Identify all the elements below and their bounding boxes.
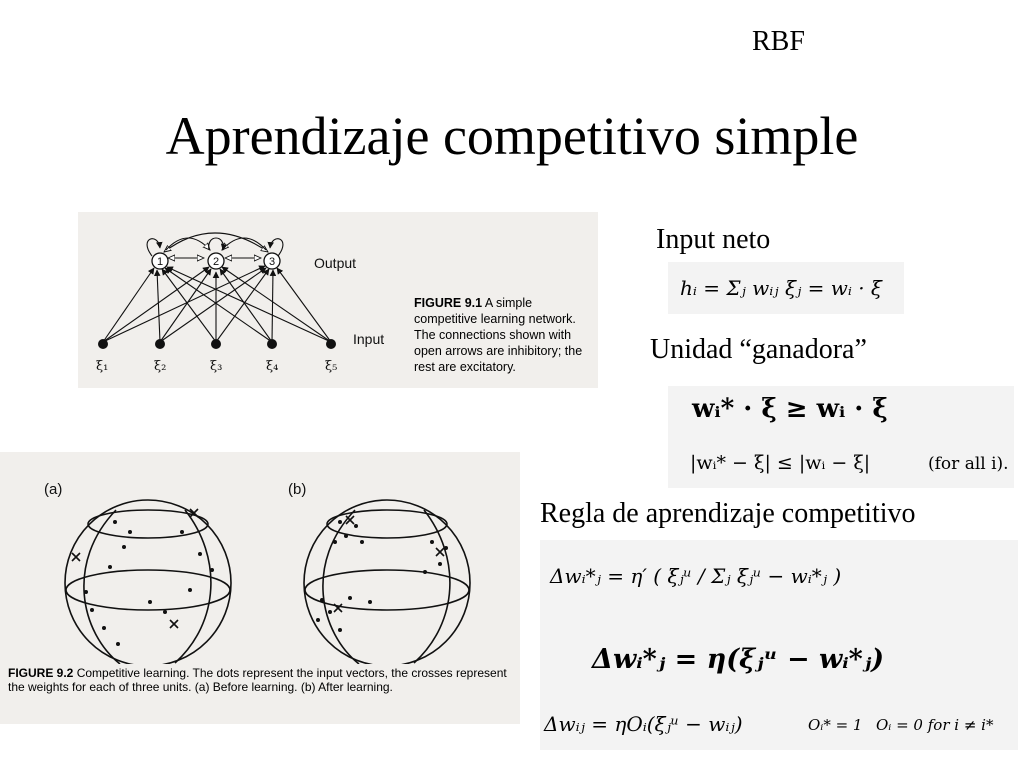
figure-9-2-caption [8,666,520,694]
input-symbol: ξ₁ [96,359,109,374]
caption-text: A simple competitive learning network. The connections shown with open arrows are inhibitory; the rest are excitatory. [414,296,583,374]
input-symbol: ξ₃ [210,359,223,374]
slide-title: Aprendizaje competitivo simple [165,106,859,166]
network-diagram [78,212,418,388]
caption-label: FIGURE 9.1 [414,296,483,310]
input-symbol: ξ₂ [154,359,167,374]
panel-a-label: (a) [44,481,63,498]
label-unidad-ganadora: Unidad “ganadora” [650,334,867,365]
sphere-b [304,500,470,664]
rule-equations-box [540,540,1018,750]
winner-equations-box [668,386,1014,488]
equation-winner-dot: wᵢ* · ξ ≥ wᵢ · ξ [692,394,888,424]
label-regla-competitiva: Regla de aprendizaje competitivo [540,498,916,529]
equation-rule-normalized: Δwᵢ*ⱼ = η′ ( ξⱼᵘ / Σⱼ ξⱼᵘ − wᵢ*ⱼ ) [550,564,842,588]
equation-rule-main: Δwᵢ*ⱼ = η(ξⱼᵘ − wᵢ*ⱼ) [592,644,885,675]
label-input-neto: Input neto [656,224,771,255]
node-label: 2 [212,256,220,268]
input-symbol: ξ₅ [325,359,338,374]
input-label: Input [353,331,385,347]
equation-net-input: hᵢ = Σⱼ wᵢⱼ ξⱼ = wᵢ · ξ [668,262,904,314]
output-label: Output [314,255,357,271]
slide-tag: RBF [752,26,805,57]
node-label: 1 [156,256,164,268]
figure-9-1-caption [414,295,594,375]
spheres-diagram [0,452,520,664]
equation-winner-dist: |wᵢ* − ξ| ≤ |wᵢ − ξ| [690,452,871,474]
caption-label: FIGURE 9.2 [8,666,74,680]
input-symbol: ξ₄ [266,359,279,374]
equation-rule-general: Δwᵢⱼ = ηOᵢ(ξⱼᵘ − wᵢⱼ) [544,712,743,736]
equation-winner-note: (for all i). [928,454,1009,474]
sphere-a [65,500,231,664]
panel-b-label: (b) [288,481,307,498]
equation-output-others: Oᵢ = 0 for i ≠ i* [876,716,994,734]
equation-output-winner: Oᵢ* = 1 [808,716,863,734]
caption-text: Competitive learning. The dots represent the input vectors, the crosses represent the weights for each of three units. (a) Before learning. (b) After learning. [8,666,507,694]
node-label: 3 [268,256,276,268]
